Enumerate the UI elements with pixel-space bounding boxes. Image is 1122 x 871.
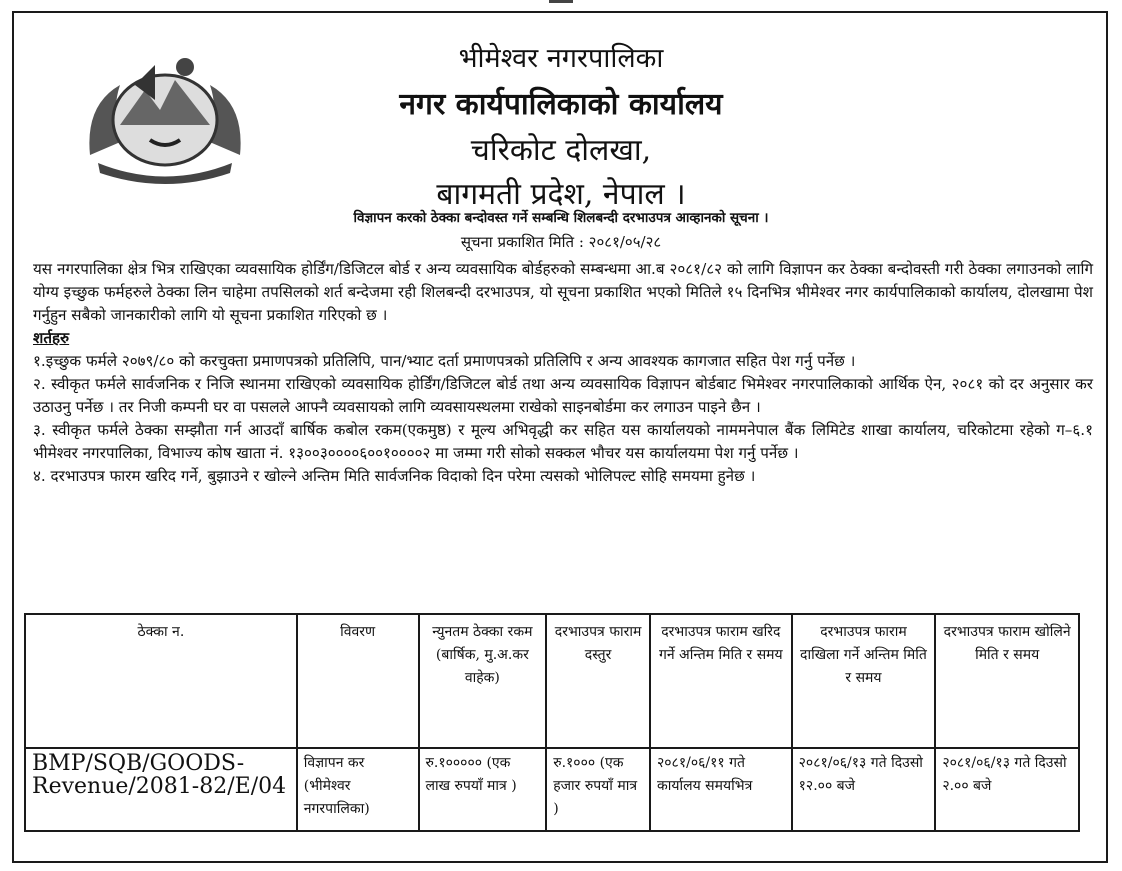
table-cell: विज्ञापन कर (भीमेश्वर नगरपालिका) [297, 748, 419, 831]
top-mark [549, 0, 573, 3]
publish-date: सूचना प्रकाशित मिति : २०८१/०५/२८ [460, 233, 662, 251]
intro-paragraph: यस नगरपालिका क्षेत्र भित्र राखिएका व्यवसायिक होर्डिंग/डिजिटल बोर्ड र अन्य व्यवसायिक बोर्डहरुको सम्बन्धमा आ.ब २०८१/८२ को लागि विज्ञापन कर ठेक्का बन्दोवस्ती गरी ठेक्का लगाउनको लागि योग्य इच्छुक फर्महरुले ठेक्का लिन चाहेमा तपसिलको शर्त बन्देजमा रही शिलबन्दी दरभाउपत्र, यो सूचना प्रकाशित भएको मितिले १५ दिनभित्र भीमेश्वर नगर कार्यपालिकाको कार्यालय, दोलखामा पेश गर्नुहुन सबैको जानकारीको लागि यो सूचना प्रकाशित गरिएको छ । [33, 260, 1093, 324]
notice-title: विज्ञापन करको ठेक्का बन्दोवस्त गर्ने सम्बन्धि शिलबन्दी दरभाउपत्र आव्हानको सूचना । [353, 210, 769, 226]
table-cell: रु.१००००० (एक लाख रुपयाँ मात्र ) [419, 748, 547, 831]
condition-item: ४. दरभाउपत्र फारम खरिद गर्ने, बुझाउने र खोल्ने अन्तिम मिति सार्वजनिक विदाको दिन परेमा त्यसको भोलिपल्ट सोहि समयमा हुनेछ । [33, 467, 756, 485]
condition-item: २. स्वीकृत फर्मले सार्वजनिक र निजि स्थानमा राखिएको व्यवसायिक होर्डिंग/डिजिटल बोर्ड तथा अन्य व्यवसायिक विज्ञापन बोर्डबाट भिमेश्वर नगरपालिकाको आर्थिक ऐन, २०८१ को दर अनुसार कर उठाउनु पर्नेछ । तर निजी कम्पनी घर वा पसलले आफ्नै व्यवसायको लागि व्यवसायस्थलमा राखेको साइनबोर्डमा कर लगाउन पाइने छैन । [33, 375, 1093, 416]
header-cell: दरभाउपत्र फाराम दस्तुर [546, 614, 650, 748]
header-cell: ठेक्का न. [25, 614, 297, 748]
municipality-name: भीमेश्वर नगरपालिका [458, 43, 664, 74]
condition-item: ३. स्वीकृत फर्मले ठेक्का सम्झौता गर्न आउदाँ बार्षिक कबोल रकम(एकमुष्ठ) र मूल्य अभिवृद्धी कर सहित यस कार्यालयको नाममनेपाल बैंक लिमिटेड शाखा कार्यालय, चरिकोटमा रहेको ग–६.१ भीमेश्वर नगरपालिका, विभाज्य कोष खाता नं. १३००३००००६००१००००२ मा जम्मा गरी सोको सक्कल भौचर यस कार्यालयमा पेश गर्नु पर्नेछ । [33, 421, 1093, 462]
header-cell: न्युनतम ठेक्का रकम (बार्षिक, मु.अ.कर वाहेक) [419, 614, 547, 748]
condition-item: १.इच्छुक फर्मले २०७९/८० को करचुक्ता प्रमाणपत्रको प्रतिलिपि, पान/भ्याट दर्ता प्रमाणपत्रको प्रतिलिपि र अन्य आवश्यक कागजात सहित पेश गर्नु पर्नेछ । [33, 352, 856, 370]
conditions-heading: शर्तहरु [33, 329, 70, 347]
table-header-row [25, 614, 1079, 748]
table-row [25, 748, 1079, 831]
table-cell: २०८१/०६/११ गते कार्यालय समयभित्र [650, 748, 792, 831]
header-cell: दरभाउपत्र फाराम खोलिने मिति र समय [935, 614, 1079, 748]
header-cell: विवरण [297, 614, 419, 748]
table-cell: रु.१००० (एक हजार रुपयाँ मात्र ) [546, 748, 650, 831]
address-line-1: चरिकोट दोलखा, [470, 133, 652, 168]
table-cell: BMP/SQB/GOODS-Revenue/2081-82/E/04 [25, 748, 297, 831]
address-line-2: बागमती प्रदेश, नेपाल । [436, 177, 686, 212]
tender-table [24, 613, 1080, 832]
header-cell: दरभाउपत्र फाराम खरिद गर्ने अन्तिम मिति र समय [650, 614, 792, 748]
table-cell: २०८१/०६/१३ गते दिउसो १२.०० बजे [792, 748, 936, 831]
header-cell: दरभाउपत्र फाराम दाखिला गर्ने अन्तिम मिति र समय [792, 614, 936, 748]
office-name: नगर कार्यपालिकाको कार्यालय [399, 87, 723, 122]
table-cell: २०८१/०६/१३ गते दिउसो २.०० बजे [935, 748, 1079, 831]
notice-body [33, 258, 1093, 488]
